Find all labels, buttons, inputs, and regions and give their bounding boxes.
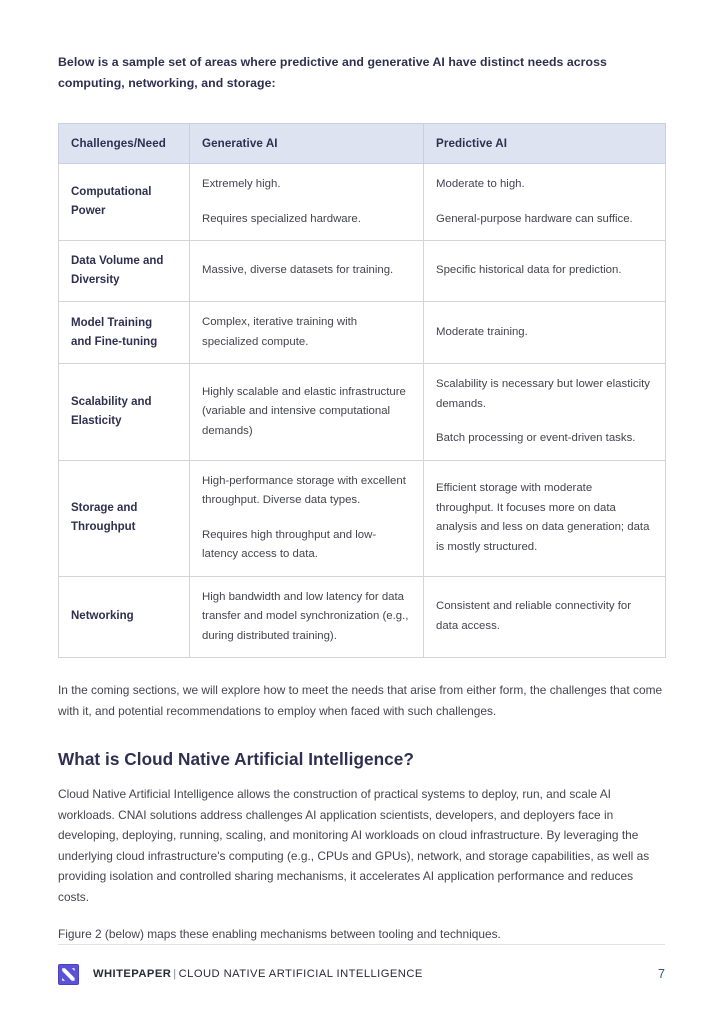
cell-paragraph: High-performance storage with excellent throughput. Diverse data types. <box>202 474 406 506</box>
cell-predictive-storage <box>424 460 666 576</box>
table-row <box>59 576 666 658</box>
cell-paragraph: Scalability is necessary but lower elasticity demands. <box>436 378 650 410</box>
row-label-storage-and-throughput: Storage and Throughput <box>59 460 190 576</box>
cell-paragraph: Specific historical data for prediction. <box>436 264 622 277</box>
table-row <box>59 364 666 461</box>
cell-generative-storage <box>190 460 424 576</box>
cell-paragraph: Moderate to high. <box>436 178 525 190</box>
cell-generative-model-training <box>190 302 424 364</box>
table-row <box>59 460 666 576</box>
body-paragraph-2: Figure 2 (below) maps these enabling mechanisms between tooling and techniques. <box>58 927 501 941</box>
cell-paragraph: Consistent and reliable connectivity for data access. <box>436 600 632 632</box>
table-header-row <box>59 124 666 164</box>
cell-paragraph: High bandwidth and low latency for data transfer and model synchronization (e.g., during distributed training). <box>202 590 409 642</box>
footer-doc-type: WHITEPAPER <box>93 968 172 980</box>
cell-paragraph: Batch processing or event-driven tasks. <box>436 432 636 444</box>
page-number: 7 <box>658 967 665 981</box>
table-row <box>59 302 666 364</box>
cell-generative-networking <box>190 576 424 658</box>
cell-paragraph: General-purpose hardware can suffice. <box>436 212 633 225</box>
cell-generative-computational-power <box>190 164 424 241</box>
cell-predictive-networking <box>424 576 666 658</box>
table-row <box>59 241 666 302</box>
row-label-computational-power: Computational Power <box>59 164 190 241</box>
footer-divider <box>58 944 665 945</box>
ai-needs-comparison-table <box>58 123 666 658</box>
cell-paragraph: Massive, diverse datasets for training. <box>202 264 394 277</box>
cell-paragraph: Moderate training. <box>436 325 528 338</box>
section-heading-cloud-native-ai: What is Cloud Native Artificial Intelligence? <box>58 749 414 769</box>
cell-generative-data-volume <box>190 241 424 302</box>
table-row <box>59 164 666 241</box>
page-footer <box>58 963 665 985</box>
paragraph-after-table: In the coming sections, we will explore how to meet the needs that arise from either form, the challenges that come with it, and potential recommendations to employ when faced with such challenges. <box>58 683 663 718</box>
page-content <box>58 52 665 945</box>
cell-predictive-model-training <box>424 302 666 364</box>
body-paragraph-1: Cloud Native Artificial Intelligence allows the construction of practical systems to deploy, run, and scale AI workloads. CNAI solutions address challenges AI application scientists, developers, and deployers face in developing, deploying, running, scaling, and monitoring AI workloads on cloud infrastructure. By leveraging the underlying cloud infrastructure's computing (e.g., CPUs and GPUs), network, and storage capabilities, as well as providing isolation and controlled sharing mechanisms, it accelerates AI application performance and reduces costs. <box>58 787 650 904</box>
column-header-generative-ai: Generative AI <box>190 124 424 164</box>
row-label-networking: Networking <box>59 576 190 658</box>
cell-predictive-data-volume <box>424 241 666 302</box>
cncf-logo-icon <box>58 964 79 985</box>
cell-paragraph: Extremely high. <box>202 178 281 190</box>
cell-paragraph: Efficient storage with moderate throughput. It focuses more on data analysis and less on data generation; data is mostly structured. <box>436 482 650 553</box>
column-header-predictive-ai: Predictive AI <box>424 124 666 164</box>
cell-paragraph: Requires high throughput and low-latency access to data. <box>202 528 377 560</box>
column-header-challenges-need: Challenges/Need <box>59 124 190 164</box>
row-label-model-training-and-fine-tuning: Model Training and Fine-tuning <box>59 302 190 364</box>
row-label-scalability-and-elasticity: Scalability and Elasticity <box>59 364 190 461</box>
table-body <box>59 164 666 658</box>
intro-paragraph: Below is a sample set of areas where predictive and generative AI have distinct needs across computing, networking, and storage: <box>58 55 607 90</box>
footer-separator: | <box>173 968 177 980</box>
cell-predictive-computational-power <box>424 164 666 241</box>
cell-generative-scalability <box>190 364 424 461</box>
cell-paragraph: Highly scalable and elastic infrastructure (variable and intensive computational demands) <box>202 385 406 437</box>
cell-paragraph: Complex, iterative training with specialized compute. <box>202 316 358 348</box>
table-header <box>59 124 666 164</box>
cell-paragraph: Requires specialized hardware. <box>202 212 361 225</box>
cell-predictive-scalability <box>424 364 666 461</box>
footer-doc-title: CLOUD NATIVE ARTIFICIAL INTELLIGENCE <box>178 968 423 980</box>
row-label-data-volume-and-diversity: Data Volume and Diversity <box>59 241 190 302</box>
footer-title <box>93 968 423 980</box>
